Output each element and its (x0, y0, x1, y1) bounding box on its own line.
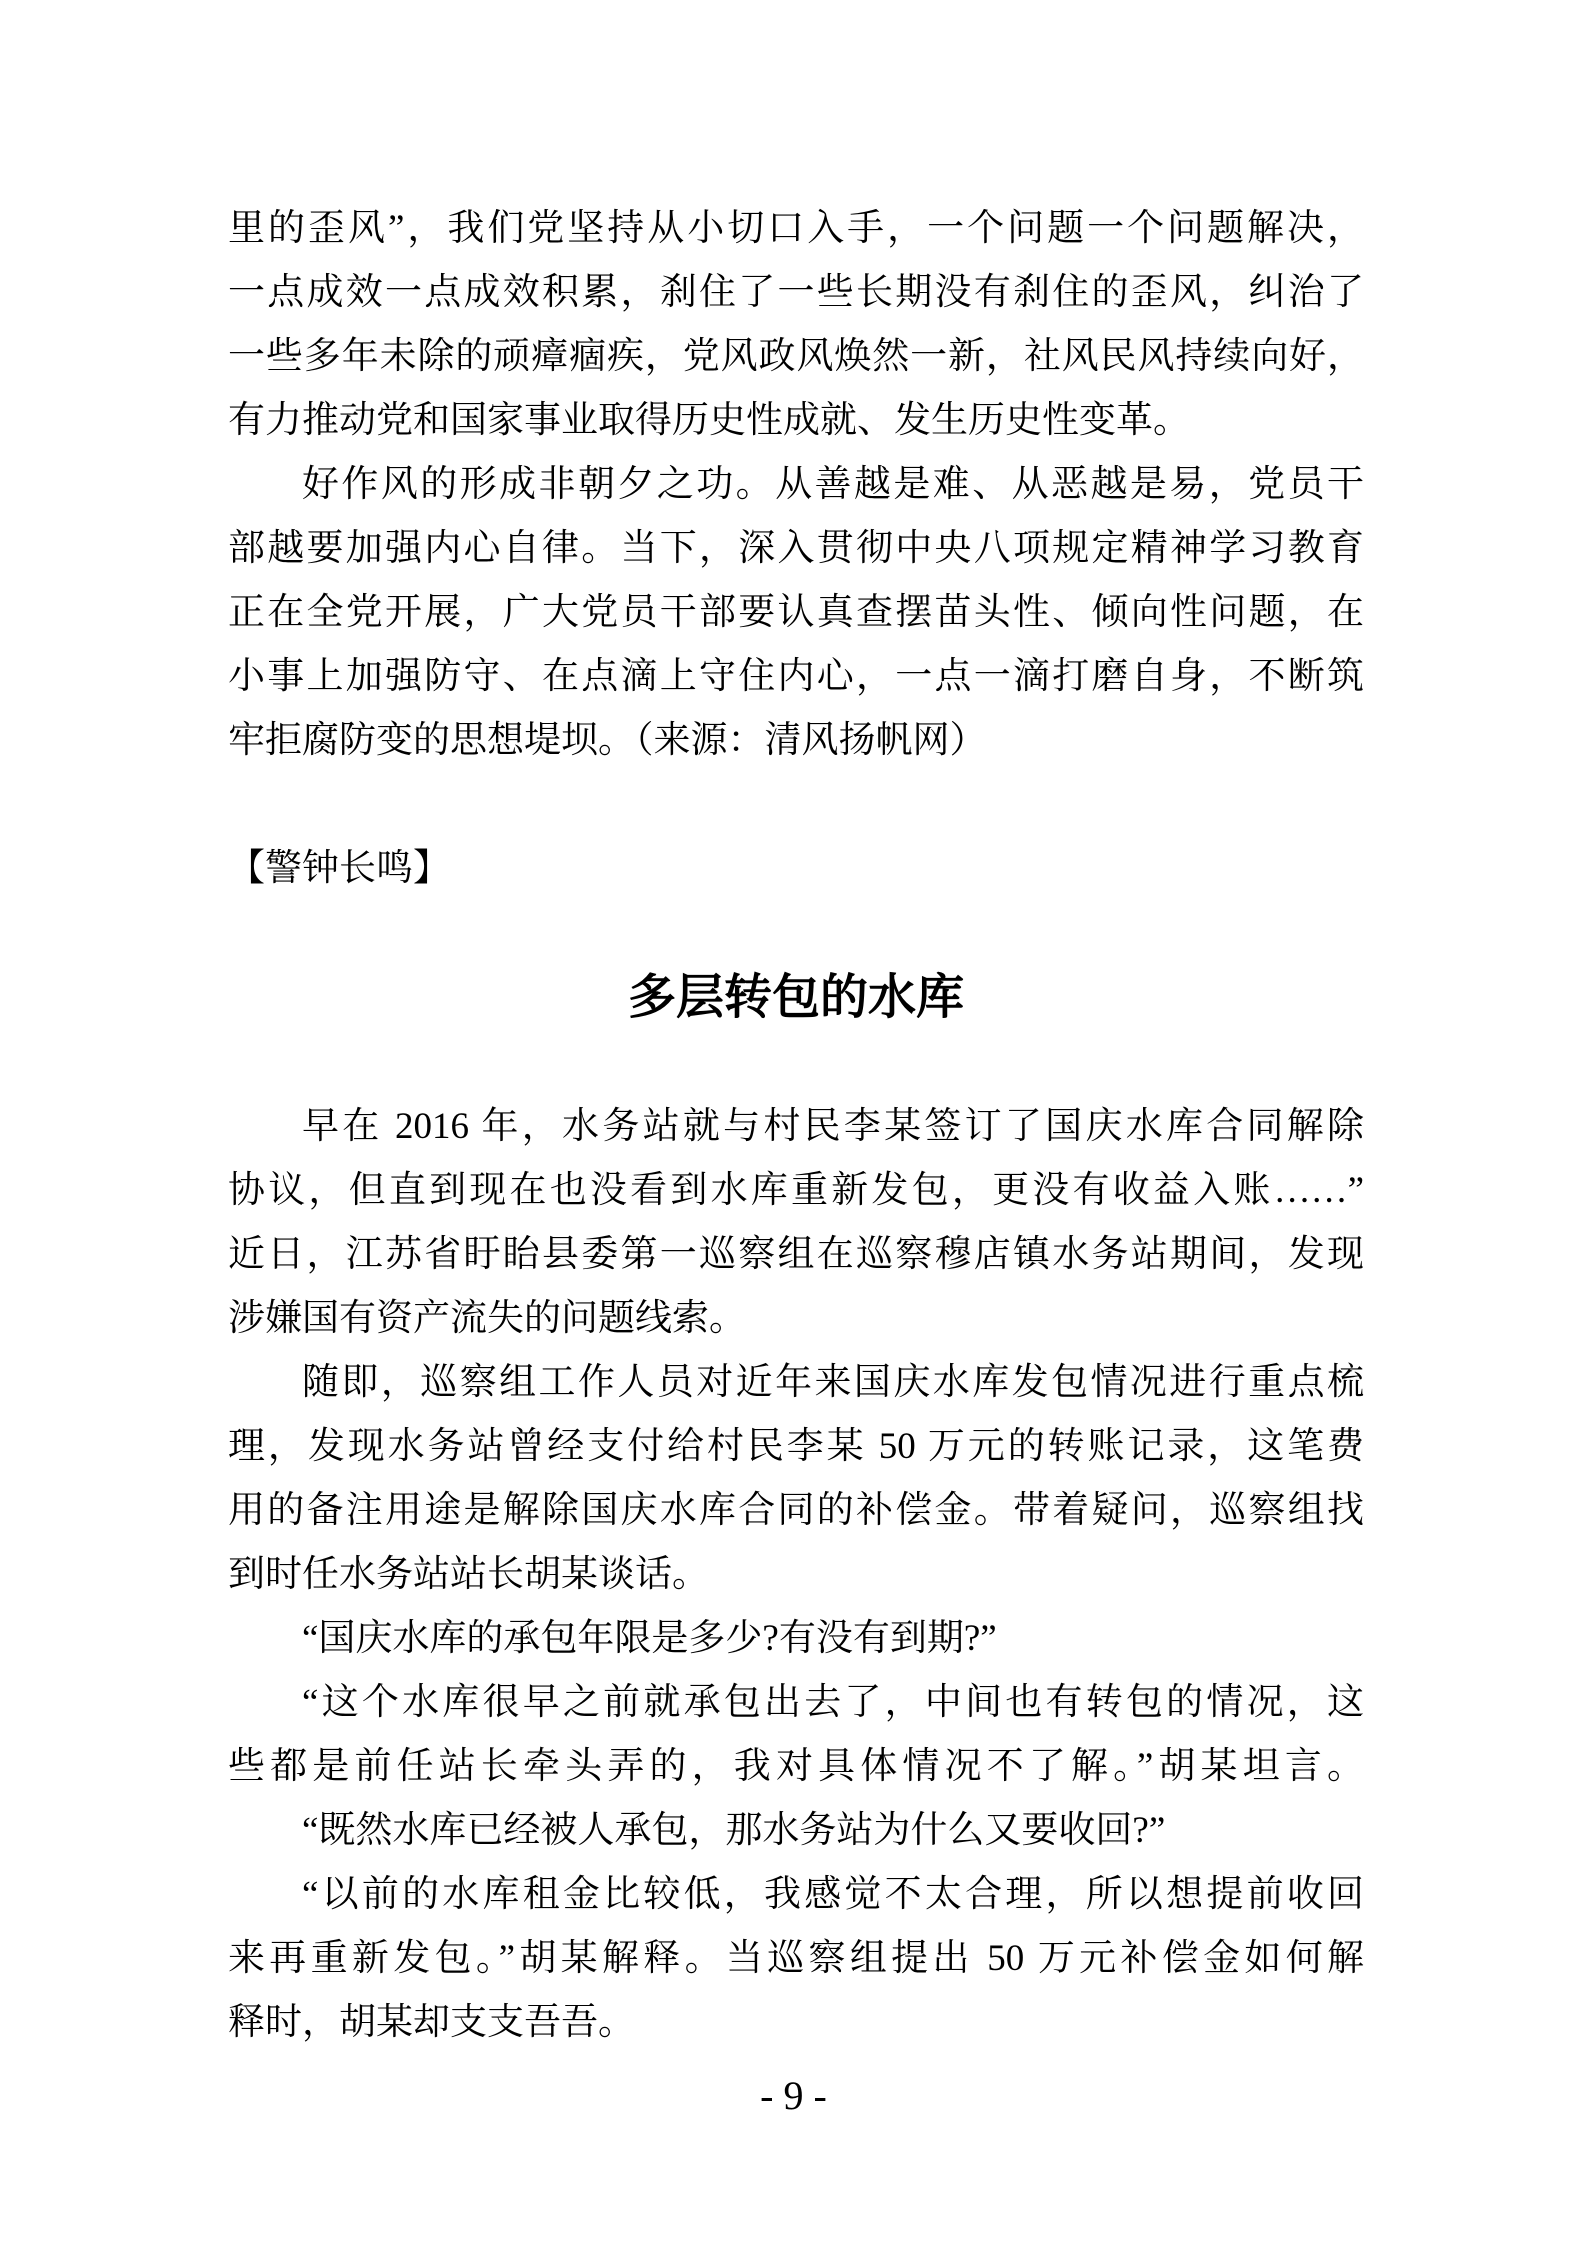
text-line: 牢拒腐防变的思想堤坝。（来源：清风扬帆网） (228, 720, 987, 761)
text-line: “国庆水库的承包年限是多少?有没有到期?” (302, 1618, 997, 1659)
text-line: 来再重新发包。”胡某解释。当巡察组提出 50 万元补偿金如何解 (228, 1938, 1364, 1979)
document-body (228, 197, 1364, 2055)
article-title: 多层转包的水库 (627, 971, 964, 1024)
text-line: 用的备注用途是解除国庆水库合同的补偿金。带着疑问，巡察组找 (228, 1490, 1364, 1531)
text-line: 小事上加强防守、在点滴上守住内心，一点一滴打磨自身，不断筑 (228, 656, 1364, 697)
section-header: 【警钟长鸣】 (228, 848, 450, 889)
text-line: 随即，巡察组工作人员对近年来国庆水库发包情况进行重点梳 (302, 1362, 1364, 1403)
text-line: 一些多年未除的顽瘴痼疾，党风政风焕然一新，社风民风持续向好， (228, 336, 1364, 377)
text-line: 近日，江苏省盱眙县委第一巡察组在巡察穆店镇水务站期间，发现 (228, 1234, 1364, 1275)
text-line: 一点成效一点成效积累，刹住了一些长期没有刹住的歪风，纠治了 (228, 272, 1364, 313)
text-line: 里的歪风”，我们党坚持从小切口入手，一个问题一个问题解决， (228, 208, 1364, 249)
text-line: 协议，但直到现在也没看到水库重新发包，更没有收益入账……” (228, 1170, 1364, 1211)
text-line: 理，发现水务站曾经支付给村民李某 50 万元的转账记录，这笔费 (228, 1426, 1364, 1467)
text-line: 部越要加强内心自律。当下，深入贯彻中央八项规定精神学习教育 (228, 528, 1364, 569)
text-line: 有力推动党和国家事业取得历史性成就、发生历史性变革。 (228, 400, 1190, 441)
text-line: “这个水库很早之前就承包出去了，中间也有转包的情况，这 (302, 1682, 1364, 1723)
text-line: 早在 2016 年，水务站就与村民李某签订了国庆水库合同解除 (302, 1106, 1364, 1147)
text-line: “以前的水库租金比较低，我感觉不太合理，所以想提前收回 (302, 1874, 1364, 1915)
text-line: 到时任水务站站长胡某谈话。 (228, 1554, 709, 1595)
text-line: 些都是前任站长牵头弄的，我对具体情况不了解。”胡某坦言。 (228, 1746, 1364, 1787)
text-line: 正在全党开展，广大党员干部要认真查摆苗头性、倾向性问题，在 (228, 592, 1364, 633)
text-line: 释时，胡某却支支吾吾。 (228, 2002, 635, 2043)
text-line: “既然水库已经被人承包，那水务站为什么又要收回?” (302, 1810, 1166, 1851)
page-number: - 9 - (760, 2073, 827, 2118)
text-line: 涉嫌国有资产流失的问题线索。 (228, 1298, 746, 1339)
text-line: 好作风的形成非朝夕之功。从善越是难、从恶越是易，党员干 (302, 464, 1364, 505)
